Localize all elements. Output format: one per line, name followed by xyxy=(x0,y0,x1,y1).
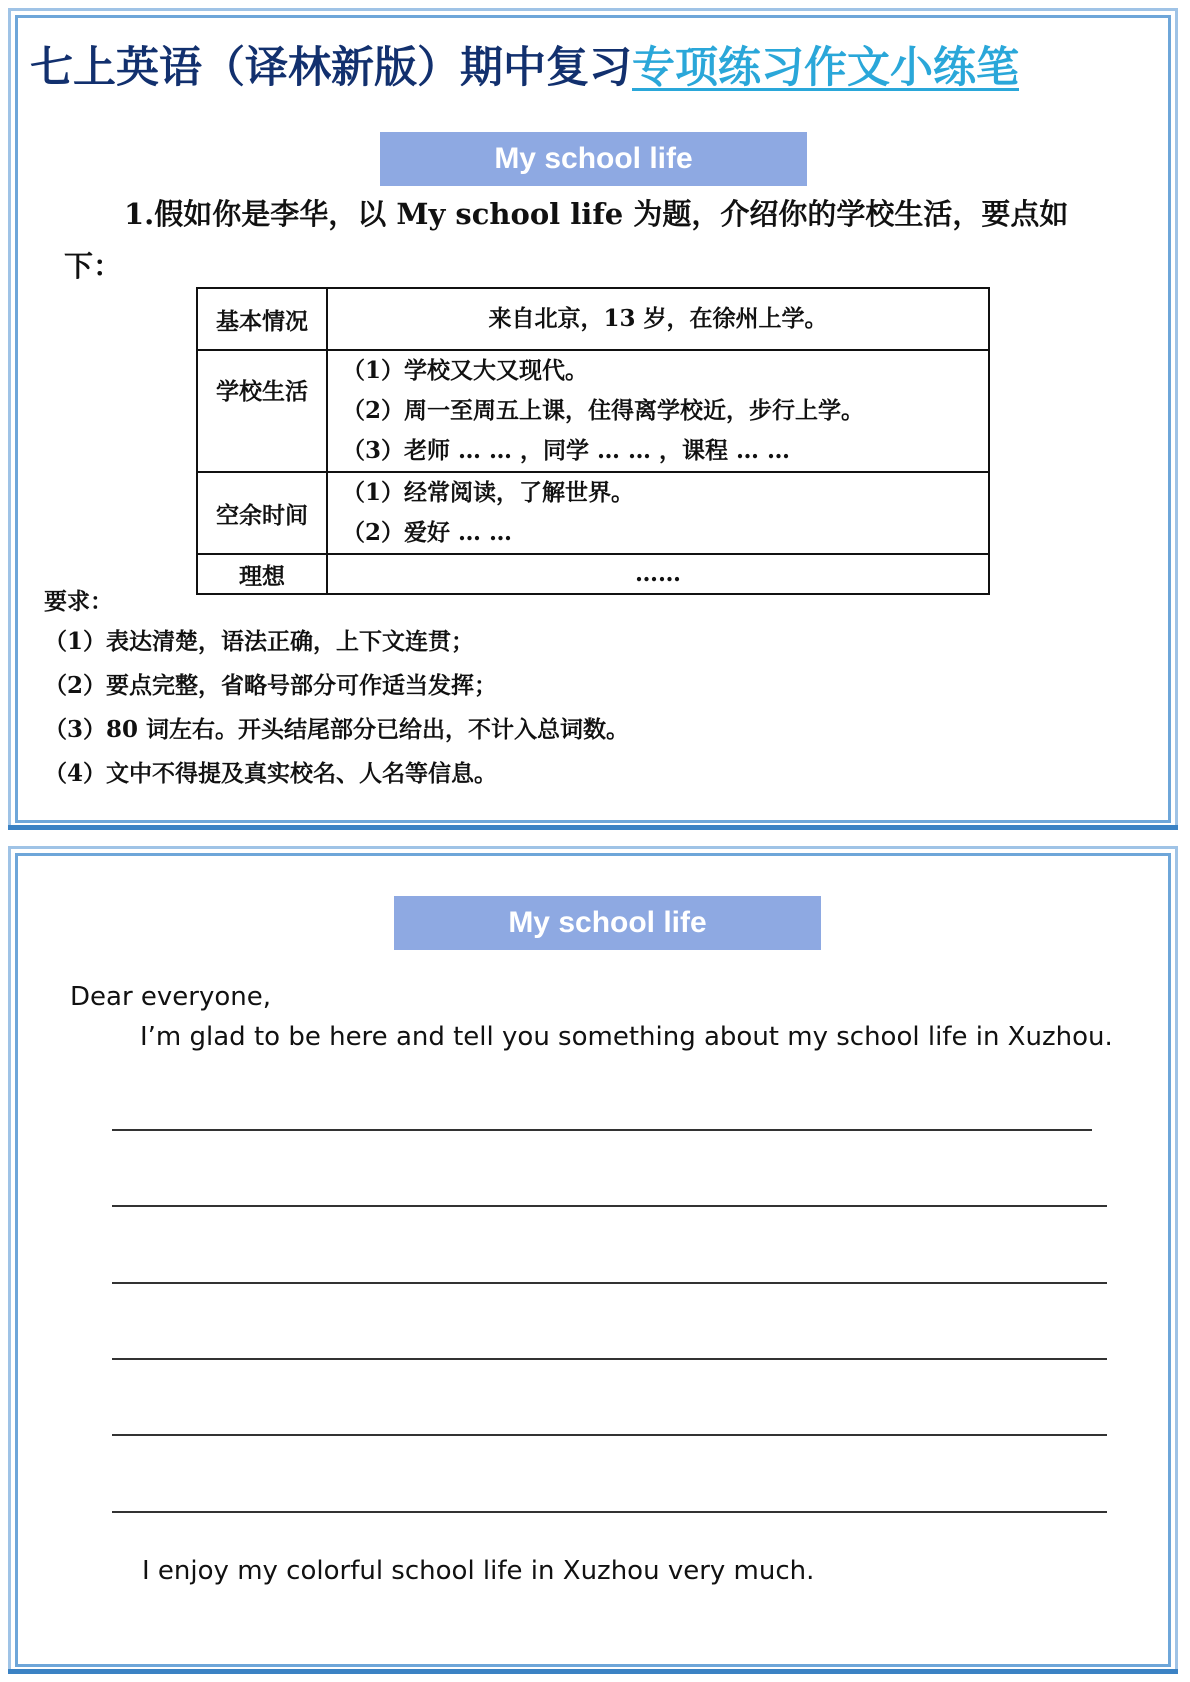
row-line: （2）爱好 … … xyxy=(342,519,513,546)
row-label: 理想 xyxy=(197,554,327,594)
requirement-item: （2）要点完整，省略号部分可作适当发挥； xyxy=(44,672,498,699)
writing-line[interactable] xyxy=(112,1129,1092,1131)
page-title xyxy=(30,34,1150,95)
row-line: （2）周一至周五上课，住得离学校近，步行上学。 xyxy=(342,397,865,424)
table-row xyxy=(197,350,989,472)
page-title-main: 七上英语（译林新版）期中复习 xyxy=(30,43,632,93)
topic-banner: My school life xyxy=(380,132,807,186)
writing-line[interactable] xyxy=(112,1282,1107,1284)
row-line: （3）老师 … … ，同学 … … ，课程 … … xyxy=(342,437,791,464)
table-row xyxy=(197,288,989,350)
requirement-item: （1）表达清楚，语法正确，上下文连贯； xyxy=(44,628,475,655)
row-line: …… xyxy=(635,560,681,587)
table-row xyxy=(197,472,989,554)
row-line: （1）学校又大又现代。 xyxy=(342,357,589,384)
row-content xyxy=(327,472,989,554)
letter-opening: I’m glad to be here and tell you something about my school life in Xuzhou. xyxy=(140,1022,1113,1052)
row-line: （1）经常阅读，了解世界。 xyxy=(342,479,635,506)
requirement-item: （4）文中不得提及真实校名、人名等信息。 xyxy=(44,760,498,787)
page-title-accent: 专项练习作文小练笔 xyxy=(632,43,1019,93)
requirements xyxy=(44,584,629,796)
writing-line[interactable] xyxy=(112,1434,1107,1436)
writing-line[interactable] xyxy=(112,1511,1107,1513)
row-line: 来自北京，13 岁，在徐州上学。 xyxy=(488,305,828,332)
info-table xyxy=(196,287,990,595)
letter-greeting: Dear everyone, xyxy=(70,982,272,1012)
letter-closing: I enjoy my colorful school life in Xuzhou very much. xyxy=(142,1556,815,1586)
row-label: 空余时间 xyxy=(197,472,327,554)
writing-panel xyxy=(8,846,1178,1674)
writing-line[interactable] xyxy=(112,1205,1107,1207)
requirement-item: （3）80 词左右。开头结尾部分已给出，不计入总词数。 xyxy=(44,716,630,743)
requirements-title: 要求： xyxy=(44,588,113,615)
row-content xyxy=(327,350,989,472)
topic-banner: My school life xyxy=(394,896,821,950)
writing-line[interactable] xyxy=(112,1358,1107,1360)
row-label: 学校生活 xyxy=(197,350,327,472)
row-label: 基本情况 xyxy=(197,288,327,350)
row-content xyxy=(327,288,989,350)
prompt-text: 1.假如你是李华，以 My school life 为题，介绍你的学校生活，要点如下： xyxy=(64,197,1069,283)
